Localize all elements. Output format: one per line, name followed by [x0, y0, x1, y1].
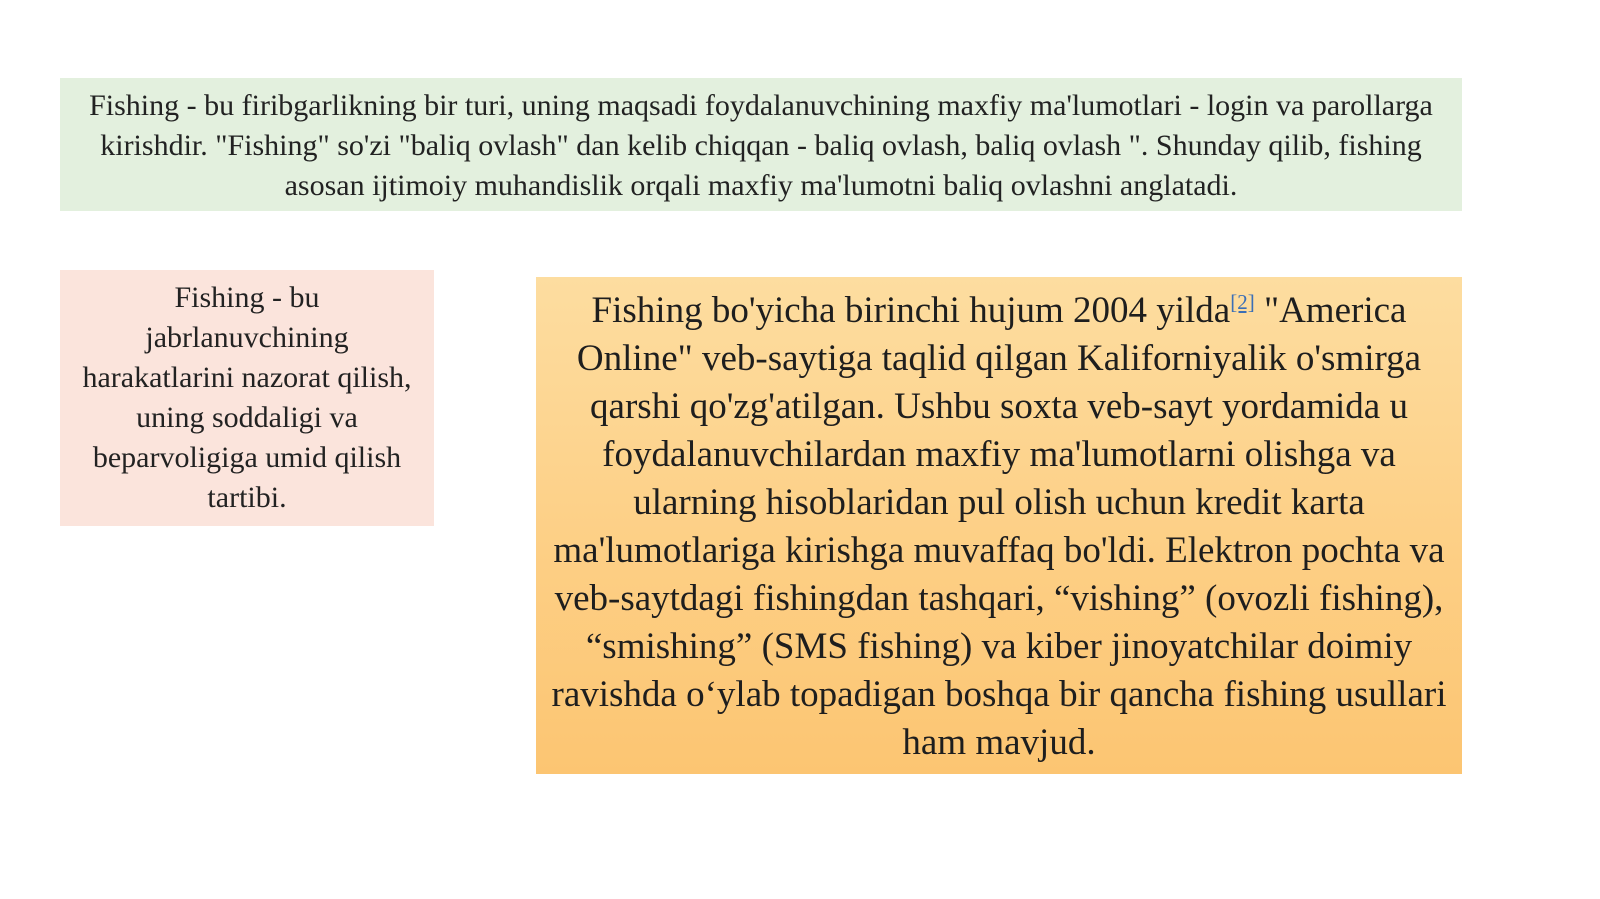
- summary-box: [60, 270, 434, 526]
- history-text-rest: "America Online" veb-saytiga taqlid qilgan Kaliforniyalik o'smirga qarshi qo'zg'atilgan. Ushbu soxta veb-sayt yordamida u foydalanuvchilardan maxfiy ma'lumotlarni olishga va ularning hisoblaridan pul olish uchun kredit karta ma'lumotlariga kirishga muvaffaq bo'ldi. Elektron pochta va veb-saytdagi fishingdan tashqari, “vishing” (ovozli fishing), “smishing” (SMS fishing) va kiber jinoyatchilar doimiy ravishda o‘ylab topadigan boshqa bir qancha fishing usullari ham mavjud.: [551, 290, 1447, 763]
- history-box: [536, 277, 1462, 774]
- history-text-start: Fishing bo'yicha birinchi hujum 2004 yilda: [591, 290, 1231, 331]
- definition-box: [60, 78, 1462, 211]
- definition-text: Fishing - bu firibgarlikning bir turi, uning maqsadi foydalanuvchining maxfiy ma'lumotlari - login va parollarga kirishdir. "Fishing" so'zi "baliq ovlash" dan kelib chiqqan - baliq ovlash, baliq ovlash ". Shunday qilib, fishing asosan ijtimoiy muhandislik orqali maxfiy ma'lumotni baliq ovlashni anglatadi.: [89, 89, 1433, 202]
- citation-link[interactable]: [2]: [1230, 290, 1255, 314]
- summary-text: Fishing - bu jabrlanuvchining harakatlarini nazorat qilish, uning soddaligi va beparvoligiga umid qilish tartibi.: [82, 281, 412, 514]
